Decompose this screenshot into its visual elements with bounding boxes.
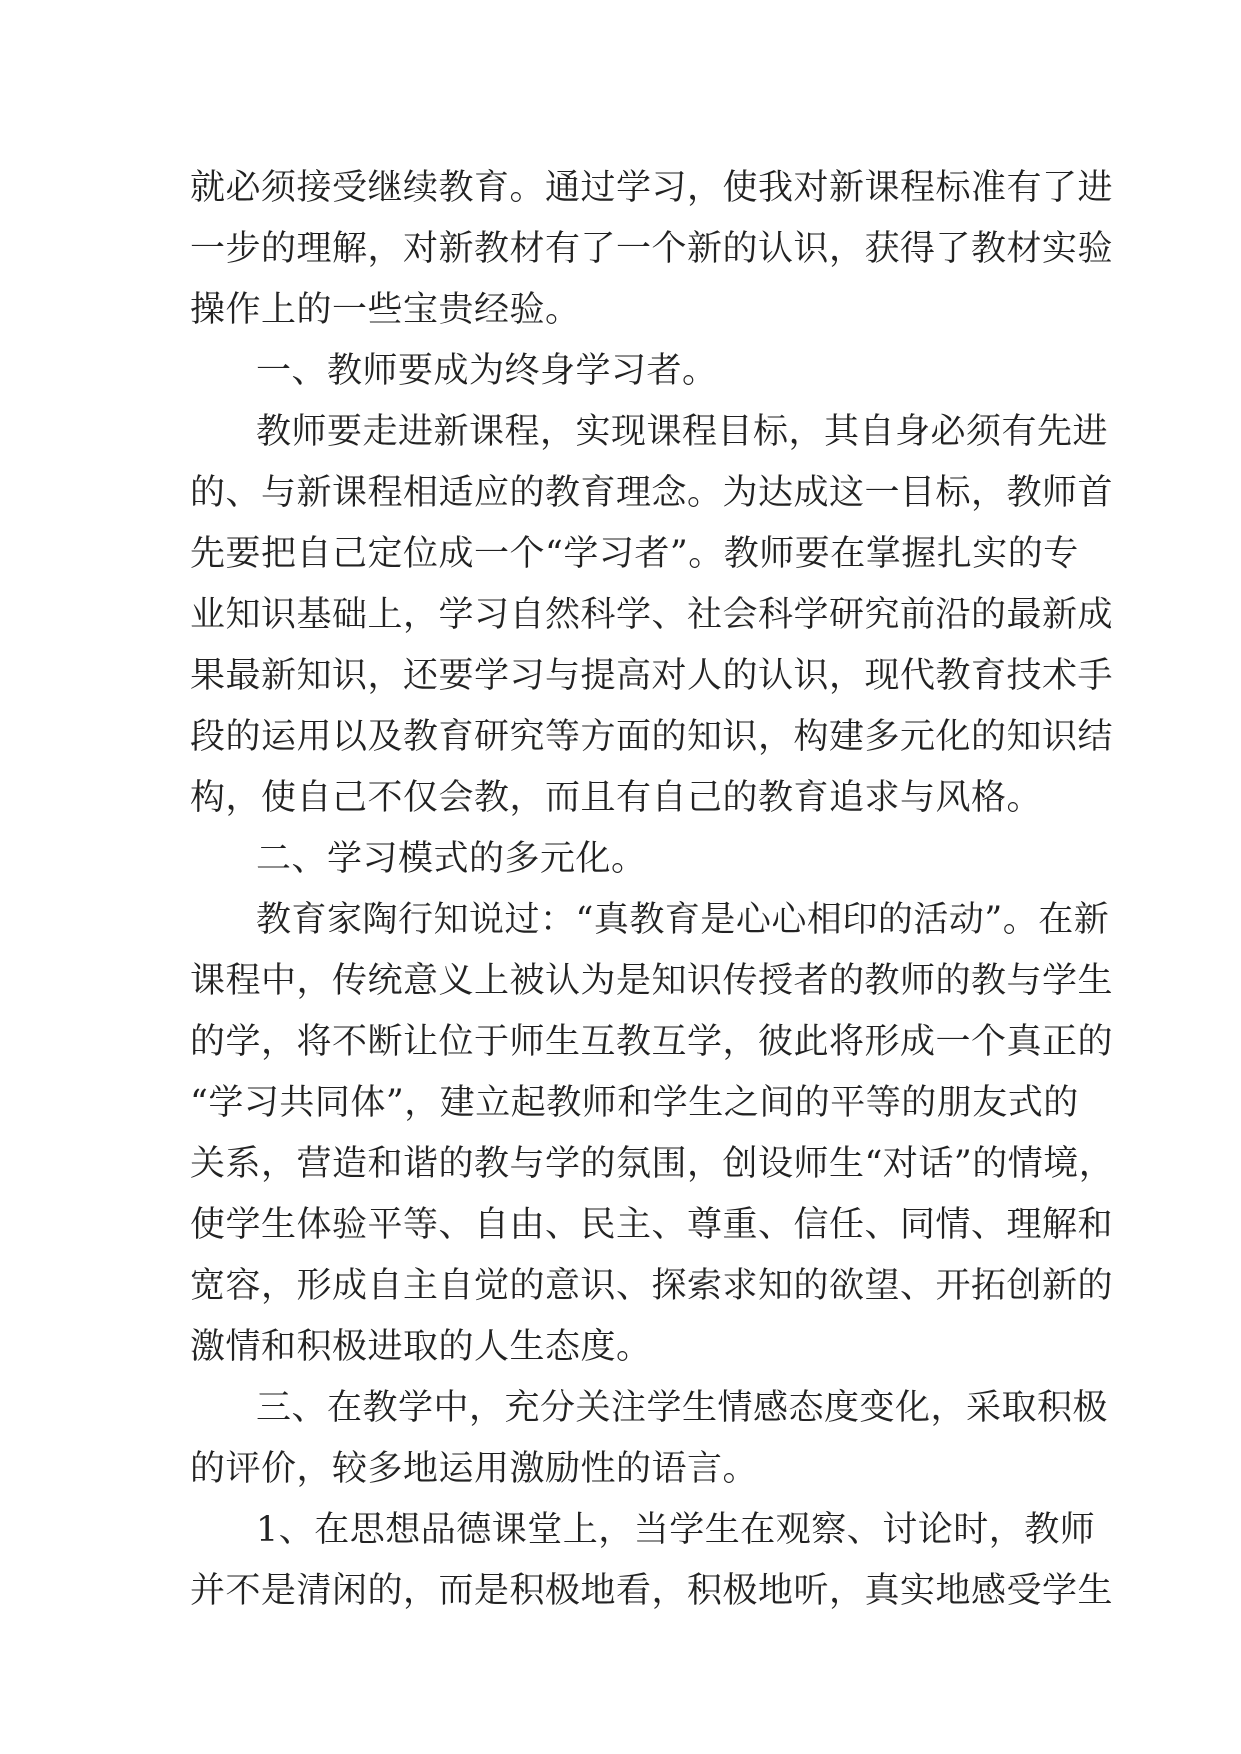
text-line: 并不是清闲的，而是积极地看，积极地听，真实地感受学生 [190, 1571, 1114, 1611]
text-line: 构，使自己不仅会教，而且有自己的教育追求与风格。 [190, 778, 1043, 818]
text-line: 段的运用以及教育研究等方面的知识，构建多元化的知识结 [190, 717, 1114, 757]
section-heading-1: 一、教师要成为终身学习者。 [256, 351, 718, 391]
text-line: 的评价，较多地运用激励性的语言。 [190, 1449, 759, 1489]
text-line: 就必须接受继续教育。通过学习，使我对新课程标准有了进 [190, 168, 1114, 208]
text-line: 一步的理解，对新教材有了一个新的认识，获得了教材实验 [190, 229, 1114, 269]
text-line: 的学，将不断让位于师生互教互学，彼此将形成一个真正的 [190, 1022, 1114, 1062]
text-line: 激情和积极进取的人生态度。 [190, 1327, 652, 1367]
text-line: 教师要走进新课程，实现课程目标，其自身必须有先进 [256, 412, 1109, 452]
text-line: 业知识基础上，学习自然科学、社会科学研究前沿的最新成 [190, 595, 1114, 635]
text-line: 的、与新课程相适应的教育理念。为达成这一目标，教师首 [190, 473, 1114, 513]
text-line: “学习共同体”，建立起教师和学生之间的平等的朋友式的 [190, 1083, 1079, 1123]
text-line: 1、在思想品德课堂上，当学生在观察、讨论时，教师 [256, 1510, 1096, 1550]
section-heading-3: 三、在教学中，充分关注学生情感态度变化，采取积极 [256, 1388, 1109, 1428]
text-line: 操作上的一些宝贵经验。 [190, 290, 581, 330]
section-heading-2: 二、学习模式的多元化。 [256, 839, 647, 879]
text-line: 果最新知识，还要学习与提高对人的认识，现代教育技术手 [190, 656, 1114, 696]
document-body [190, 158, 1115, 1622]
text-line: 宽容，形成自主自觉的意识、探索求知的欲望、开拓创新的 [190, 1266, 1114, 1306]
text-line: 使学生体验平等、自由、民主、尊重、信任、同情、理解和 [190, 1205, 1114, 1245]
text-line: 先要把自己定位成一个“学习者”。教师要在掌握扎实的专 [190, 534, 1079, 574]
text-line: 关系，营造和谐的教与学的氛围，创设师生“对话”的情境， [190, 1144, 1115, 1184]
text-line: 教育家陶行知说过：“真教育是心心相印的活动”。在新 [256, 900, 1110, 940]
text-line: 课程中，传统意义上被认为是知识传授者的教师的教与学生 [190, 961, 1114, 1001]
